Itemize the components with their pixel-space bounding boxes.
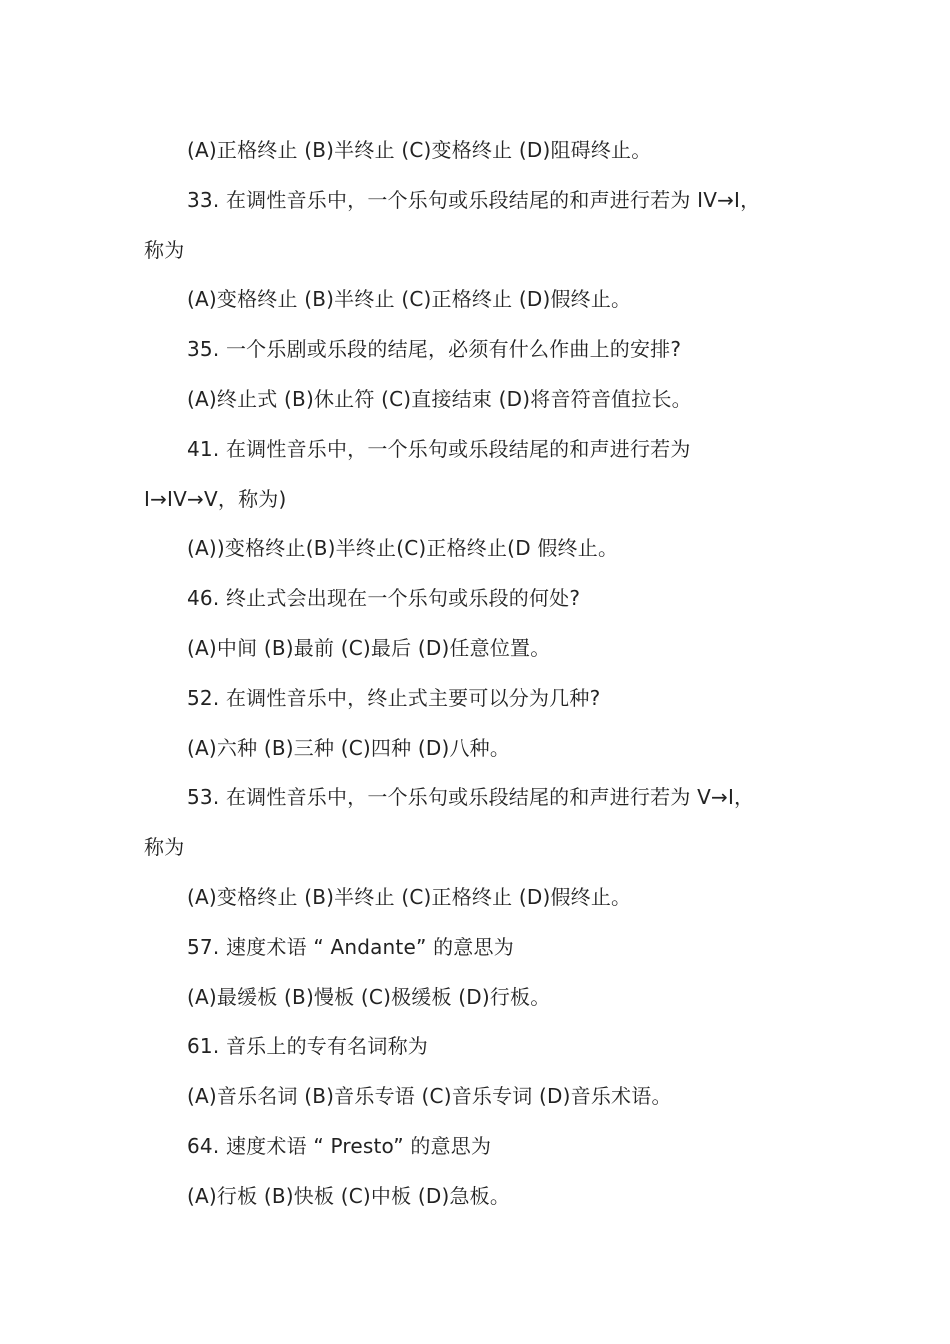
question-46-options: (A)中间 (B)最前 (C)最后 (D)任意位置。 xyxy=(187,635,551,660)
question-41-options: (A))变格终止(B)半终止(C)正格终止(D 假终止。 xyxy=(187,536,619,561)
question-52-options: (A)六种 (B)三种 (C)四种 (D)八种。 xyxy=(187,735,511,760)
question-33: 33. 在调性音乐中，一个乐句或乐段结尾的和声进行若为 IV→I， xyxy=(187,187,761,212)
question-64-options: (A)行板 (B)快板 (C)中板 (D)急板。 xyxy=(187,1183,511,1208)
question-35-options: (A)终止式 (B)休止符 (C)直接结束 (D)将音符音值拉长。 xyxy=(187,386,692,411)
question-57-options: (A)最缓板 (B)慢板 (C)极缓板 (D)行板。 xyxy=(187,984,551,1009)
question-61-options: (A)音乐名词 (B)音乐专语 (C)音乐专词 (D)音乐术语。 xyxy=(187,1084,672,1109)
question-52: 52. 在调性音乐中，终止式主要可以分为几种? xyxy=(187,685,601,710)
question-41-continuation: I→IV→V，称为) xyxy=(144,486,287,511)
question-61: 61. 音乐上的专有名词称为 xyxy=(187,1034,428,1059)
document-body xyxy=(144,126,804,1222)
question-53-continuation: 称为 xyxy=(144,835,185,860)
question-46: 46. 终止式会出现在一个乐句或乐段的何处? xyxy=(187,586,581,611)
question-64: 64. 速度术语 “ Presto” 的意思为 xyxy=(187,1133,492,1158)
question-41: 41. 在调性音乐中，一个乐句或乐段结尾的和声进行若为 xyxy=(187,436,691,461)
question-53: 53. 在调性音乐中，一个乐句或乐段结尾的和声进行若为 V→I， xyxy=(187,785,755,810)
question-33-continuation: 称为 xyxy=(144,237,185,262)
answer-options-line: (A)正格终止 (B)半终止 (C)变格终止 (D)阻碍终止。 xyxy=(187,138,652,162)
question-33-options: (A)变格终止 (B)半终止 (C)正格终止 (D)假终止。 xyxy=(187,287,632,312)
question-35: 35. 一个乐剧或乐段的结尾，必须有什么作曲上的安排? xyxy=(187,337,682,362)
question-57: 57. 速度术语 “ Andante” 的意思为 xyxy=(187,934,514,959)
question-53-options: (A)变格终止 (B)半终止 (C)正格终止 (D)假终止。 xyxy=(187,884,632,909)
